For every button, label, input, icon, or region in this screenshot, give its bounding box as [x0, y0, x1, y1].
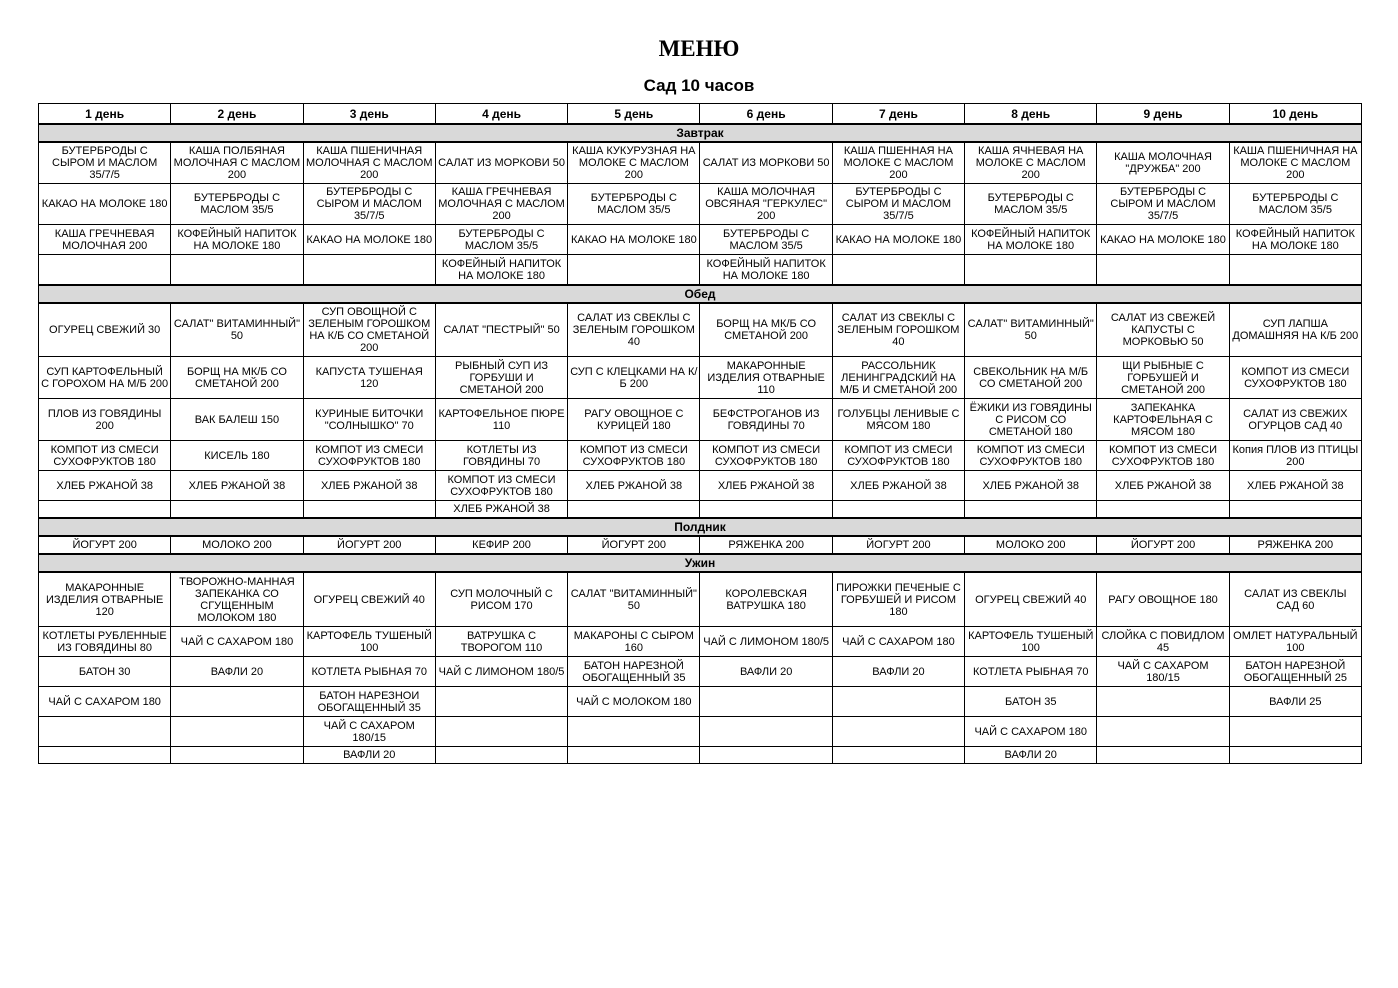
meal-cell: [568, 747, 700, 764]
meal-row: [39, 747, 1362, 764]
meal-cell: БУТЕРБРОДЫ С МАСЛОМ 35/5: [171, 184, 303, 225]
meal-cell: КОМПОТ ИЗ СМЕСИ СУХОФРУКТОВ 180: [435, 471, 567, 501]
section-title: Ужин: [39, 554, 1362, 572]
meal-cell: СУП ОВОЩНОЙ С ЗЕЛЕНЫМ ГОРОШКОМ НА К/Б СО СМЕТАНОЙ 200: [303, 303, 435, 357]
meal-cell: КОМПОТ ИЗ СМЕСИ СУХОФРУКТОВ 180: [303, 441, 435, 471]
meal-cell: САЛАТ "ВИТАМИННЫЙ" 50: [568, 572, 700, 627]
day-header: 10 день: [1229, 104, 1361, 125]
meal-cell: ХЛЕБ РЖАНОЙ 38: [435, 501, 567, 519]
meal-cell: [171, 717, 303, 747]
meal-cell: ВАТРУШКА С ТВОРОГОМ 110: [435, 627, 567, 657]
meal-cell: БУТЕРБРОДЫ С СЫРОМ И МАСЛОМ 35/7/5: [832, 184, 964, 225]
meal-cell: СЛОЙКА С ПОВИДЛОМ 45: [1097, 627, 1229, 657]
meal-cell: [1229, 717, 1361, 747]
meal-cell: [1229, 255, 1361, 286]
meal-cell: ЗАПЕКАНКА КАРТОФЕЛЬНАЯ С МЯСОМ 180: [1097, 399, 1229, 441]
meal-cell: ОГУРЕЦ СВЕЖИЙ 40: [303, 572, 435, 627]
meal-cell: БОРЩ НА МК/Б СО СМЕТАНОЙ 200: [171, 357, 303, 399]
meal-cell: ЙОГУРТ 200: [39, 536, 171, 554]
meal-cell: БУТЕРБРОДЫ С СЫРОМ И МАСЛОМ 35/7/5: [303, 184, 435, 225]
meal-cell: БУТЕРБРОДЫ С МАСЛОМ 35/5: [700, 225, 832, 255]
meal-cell: ХЛЕБ РЖАНОЙ 38: [1229, 471, 1361, 501]
meal-cell: [1097, 687, 1229, 717]
meal-cell: [171, 687, 303, 717]
meal-cell: САЛАТ ИЗ СВЕКЛЫ С ЗЕЛЕНЫМ ГОРОШКОМ 40: [568, 303, 700, 357]
meal-cell: ПЛОВ ИЗ ГОВЯДИНЫ 200: [39, 399, 171, 441]
meal-row: [39, 357, 1362, 399]
day-header: 2 день: [171, 104, 303, 125]
meal-cell: БУТЕРБРОДЫ С СЫРОМ И МАСЛОМ 35/7/5: [1097, 184, 1229, 225]
meal-cell: ЧАЙ С ЛИМОНОМ 180/5: [435, 657, 567, 687]
meal-cell: РЯЖЕНКА 200: [700, 536, 832, 554]
meal-cell: [1097, 717, 1229, 747]
meal-cell: САЛАТ ИЗ СВЕЖЕЙ КАПУСТЫ С МОРКОВЬЮ 50: [1097, 303, 1229, 357]
meal-cell: БАТОН 35: [965, 687, 1097, 717]
meal-cell: ХЛЕБ РЖАНОЙ 38: [832, 471, 964, 501]
meal-cell: РЯЖЕНКА 200: [1229, 536, 1361, 554]
meal-cell: КАША ГРЕЧНЕВАЯ МОЛОЧНАЯ 200: [39, 225, 171, 255]
meal-cell: САЛАТ" ВИТАМИННЫЙ" 50: [171, 303, 303, 357]
meal-cell: МАКАРОННЫЕ ИЗДЕЛИЯ ОТВАРНЫЕ 120: [39, 572, 171, 627]
meal-cell: [39, 501, 171, 519]
meal-cell: КАРТОФЕЛЬНОЕ ПЮРЕ 110: [435, 399, 567, 441]
day-header: 3 день: [303, 104, 435, 125]
meal-cell: [171, 501, 303, 519]
meal-cell: ТВОРОЖНО-МАННАЯ ЗАПЕКАНКА СО СГУЩЕННЫМ МОЛОКОМ 180: [171, 572, 303, 627]
meal-cell: ЙОГУРТ 200: [1097, 536, 1229, 554]
meal-cell: КУРИНЫЕ БИТОЧКИ "СОЛНЫШКО" 70: [303, 399, 435, 441]
meal-cell: КОФЕЙНЫЙ НАПИТОК НА МОЛОКЕ 180: [171, 225, 303, 255]
meal-cell: [832, 255, 964, 286]
meal-cell: ХЛЕБ РЖАНОЙ 38: [39, 471, 171, 501]
meal-cell: ВАФЛИ 20: [700, 657, 832, 687]
meal-cell: КОТЛЕТА РЫБНАЯ 70: [965, 657, 1097, 687]
meal-cell: [700, 717, 832, 747]
meal-cell: РЫБНЫЙ СУП ИЗ ГОРБУШИ И СМЕТАНОЙ 200: [435, 357, 567, 399]
meal-row: [39, 501, 1362, 519]
meal-cell: ВАК БАЛЕШ 150: [171, 399, 303, 441]
meal-cell: КОМПОТ ИЗ СМЕСИ СУХОФРУКТОВ 180: [700, 441, 832, 471]
meal-cell: КАКАО НА МОЛОКЕ 180: [568, 225, 700, 255]
meal-cell: [965, 255, 1097, 286]
meal-cell: БЕФСТРОГАНОВ ИЗ ГОВЯДИНЫ 70: [700, 399, 832, 441]
meal-cell: КОФЕЙНЫЙ НАПИТОК НА МОЛОКЕ 180: [700, 255, 832, 286]
meal-cell: БУТЕРБРОДЫ С МАСЛОМ 35/5: [568, 184, 700, 225]
meal-cell: МАКАРОНЫ С СЫРОМ 160: [568, 627, 700, 657]
day-header: 5 день: [568, 104, 700, 125]
meal-cell: [435, 687, 567, 717]
meal-cell: [1097, 501, 1229, 519]
meal-cell: КАША МОЛОЧНАЯ ОВСЯНАЯ "ГЕРКУЛЕС" 200: [700, 184, 832, 225]
menu-table-header: [39, 104, 1362, 125]
meal-cell: [303, 501, 435, 519]
meal-cell: ЧАЙ С САХАРОМ 180: [171, 627, 303, 657]
meal-cell: САЛАТ" ВИТАМИННЫЙ" 50: [965, 303, 1097, 357]
meal-cell: ВАФЛИ 20: [171, 657, 303, 687]
meal-row: [39, 399, 1362, 441]
meal-cell: [303, 255, 435, 286]
meal-cell: КАКАО НА МОЛОКЕ 180: [832, 225, 964, 255]
meal-cell: КАША ПОЛБЯНАЯ МОЛОЧНАЯ С МАСЛОМ 200: [171, 142, 303, 184]
section-title: Полдник: [39, 518, 1362, 536]
meal-cell: [568, 255, 700, 286]
meal-cell: СУП ЛАПША ДОМАШНЯЯ НА К/Б 200: [1229, 303, 1361, 357]
page-subtitle: Сад 10 часов: [643, 76, 755, 95]
meal-cell: ЁЖИКИ ИЗ ГОВЯДИНЫ С РИСОМ СО СМЕТАНОЙ 180: [965, 399, 1097, 441]
meal-cell: КОТЛЕТА РЫБНАЯ 70: [303, 657, 435, 687]
meal-cell: КОМПОТ ИЗ СМЕСИ СУХОФРУКТОВ 180: [1229, 357, 1361, 399]
meal-cell: СУП МОЛОЧНЫЙ С РИСОМ 170: [435, 572, 567, 627]
meal-row: [39, 184, 1362, 225]
meal-cell: ХЛЕБ РЖАНОЙ 38: [171, 471, 303, 501]
meal-cell: МАКАРОННЫЕ ИЗДЕЛИЯ ОТВАРНЫЕ 110: [700, 357, 832, 399]
section-title: Обед: [39, 285, 1362, 303]
meal-cell: ВАФЛИ 20: [832, 657, 964, 687]
meal-cell: САЛАТ "ПЕСТРЫЙ" 50: [435, 303, 567, 357]
meal-cell: РАГУ ОВОЩНОЕ 180: [1097, 572, 1229, 627]
meal-cell: МОЛОКО 200: [965, 536, 1097, 554]
meal-cell: ЙОГУРТ 200: [832, 536, 964, 554]
meal-cell: БУТЕРБРОДЫ С МАСЛОМ 35/5: [435, 225, 567, 255]
meal-row: [39, 627, 1362, 657]
meal-cell: БАТОН НАРЕЗНОЙ ОБОГАЩЕННЫЙ 35: [568, 657, 700, 687]
meal-cell: [832, 687, 964, 717]
meal-cell: [965, 501, 1097, 519]
meal-cell: [832, 747, 964, 764]
meal-row: [39, 536, 1362, 554]
day-header: 9 день: [1097, 104, 1229, 125]
meal-cell: КОМПОТ ИЗ СМЕСИ СУХОФРУКТОВ 180: [568, 441, 700, 471]
meal-cell: КАКАО НА МОЛОКЕ 180: [303, 225, 435, 255]
meal-cell: ХЛЕБ РЖАНОЙ 38: [700, 471, 832, 501]
meal-cell: [171, 255, 303, 286]
meal-cell: МОЛОКО 200: [171, 536, 303, 554]
day-header: 1 день: [39, 104, 171, 125]
meal-cell: ГОЛУБЦЫ ЛЕНИВЫЕ С МЯСОМ 180: [832, 399, 964, 441]
meal-cell: ЧАЙ С САХАРОМ 180: [832, 627, 964, 657]
meal-cell: КАША ПШЕНИЧНАЯ МОЛОЧНАЯ С МАСЛОМ 200: [303, 142, 435, 184]
meal-cell: РАССОЛЬНИК ЛЕНИНГРАДСКИЙ НА М/Б И СМЕТАНОЙ 200: [832, 357, 964, 399]
meal-cell: ЩИ РЫБНЫЕ С ГОРБУШЕЙ И СМЕТАНОЙ 200: [1097, 357, 1229, 399]
day-header: 8 день: [965, 104, 1097, 125]
meal-cell: КАША ГРЕЧНЕВАЯ МОЛОЧНАЯ С МАСЛОМ 200: [435, 184, 567, 225]
meal-cell: КИСЕЛЬ 180: [171, 441, 303, 471]
meal-cell: [832, 717, 964, 747]
meal-cell: ХЛЕБ РЖАНОЙ 38: [1097, 471, 1229, 501]
meal-cell: ЧАЙ С САХАРОМ 180: [39, 687, 171, 717]
meal-cell: ЧАЙ С ЛИМОНОМ 180/5: [700, 627, 832, 657]
meal-cell: САЛАТ ИЗ СВЕЖИХ ОГУРЦОВ САД 40: [1229, 399, 1361, 441]
section-header-row: [39, 285, 1362, 303]
meal-cell: Копия ПЛОВ ИЗ ПТИЦЫ 200: [1229, 441, 1361, 471]
day-header: 6 день: [700, 104, 832, 125]
meal-cell: [435, 717, 567, 747]
meal-cell: СВЕКОЛЬНИК НА М/Б СО СМЕТАНОЙ 200: [965, 357, 1097, 399]
meal-cell: КОТЛЕТЫ РУБЛЕННЫЕ ИЗ ГОВЯДИНЫ 80: [39, 627, 171, 657]
meal-cell: ХЛЕБ РЖАНОЙ 38: [568, 471, 700, 501]
meal-cell: КАРТОФЕЛЬ ТУШЕНЫЙ 100: [965, 627, 1097, 657]
day-header: 7 день: [832, 104, 964, 125]
meal-row: [39, 657, 1362, 687]
section-title: Завтрак: [39, 124, 1362, 142]
meal-cell: КОМПОТ ИЗ СМЕСИ СУХОФРУКТОВ 180: [39, 441, 171, 471]
meal-cell: ОМЛЕТ НАТУРАЛЬНЫЙ 100: [1229, 627, 1361, 657]
meal-cell: [39, 747, 171, 764]
meal-cell: ОГУРЕЦ СВЕЖИЙ 40: [965, 572, 1097, 627]
meal-cell: КАША МОЛОЧНАЯ "ДРУЖБА" 200: [1097, 142, 1229, 184]
meal-row: [39, 687, 1362, 717]
meal-cell: ПИРОЖКИ ПЕЧЕНЫЕ С ГОРБУШЕЙ И РИСОМ 180: [832, 572, 964, 627]
meal-cell: КАША КУКУРУЗНАЯ НА МОЛОКЕ С МАСЛОМ 200: [568, 142, 700, 184]
meal-row: [39, 717, 1362, 747]
meal-row: [39, 225, 1362, 255]
menu-table: [38, 103, 1362, 764]
meal-cell: ВАФЛИ 20: [303, 747, 435, 764]
meal-cell: КОМПОТ ИЗ СМЕСИ СУХОФРУКТОВ 180: [965, 441, 1097, 471]
meal-cell: КОРОЛЕВСКАЯ ВАТРУШКА 180: [700, 572, 832, 627]
meal-cell: КАРТОФЕЛЬ ТУШЕНЫЙ 100: [303, 627, 435, 657]
meal-row: [39, 142, 1362, 184]
meal-cell: САЛАТ ИЗ МОРКОВИ 50: [700, 142, 832, 184]
meal-cell: ЙОГУРТ 200: [568, 536, 700, 554]
meal-row: [39, 572, 1362, 627]
meal-cell: БУТЕРБРОДЫ С СЫРОМ И МАСЛОМ 35/7/5: [39, 142, 171, 184]
meal-cell: [39, 717, 171, 747]
menu-table-body: [39, 124, 1362, 764]
meal-cell: [1229, 501, 1361, 519]
meal-cell: КОФЕЙНЫЙ НАПИТОК НА МОЛОКЕ 180: [435, 255, 567, 286]
meal-cell: КОФЕЙНЫЙ НАПИТОК НА МОЛОКЕ 180: [1229, 225, 1361, 255]
meal-cell: КАКАО НА МОЛОКЕ 180: [1097, 225, 1229, 255]
meal-cell: САЛАТ ИЗ СВЕКЛЫ САД 60: [1229, 572, 1361, 627]
meal-cell: [832, 501, 964, 519]
meal-cell: [435, 747, 567, 764]
meal-cell: БАТОН НАРЕЗНОЙ ОБОГАЩЕННЫЙ 25: [1229, 657, 1361, 687]
meal-row: [39, 471, 1362, 501]
meal-cell: КОТЛЕТЫ ИЗ ГОВЯДИНЫ 70: [435, 441, 567, 471]
meal-cell: САЛАТ ИЗ МОРКОВИ 50: [435, 142, 567, 184]
meal-cell: КАПУСТА ТУШЕНАЯ 120: [303, 357, 435, 399]
page-title: МЕНЮ: [658, 36, 740, 61]
section-header-row: [39, 518, 1362, 536]
meal-cell: КАША ПШЕННАЯ НА МОЛОКЕ С МАСЛОМ 200: [832, 142, 964, 184]
meal-cell: РАГУ ОВОЩНОЕ С КУРИЦЕЙ 180: [568, 399, 700, 441]
meal-row: [39, 303, 1362, 357]
meal-cell: ОГУРЕЦ СВЕЖИЙ 30: [39, 303, 171, 357]
meal-cell: БУТЕРБРОДЫ С МАСЛОМ 35/5: [965, 184, 1097, 225]
meal-cell: КАША ЯЧНЕВАЯ НА МОЛОКЕ С МАСЛОМ 200: [965, 142, 1097, 184]
day-header-row: [39, 104, 1362, 125]
meal-cell: БАТОН 30: [39, 657, 171, 687]
meal-cell: БАТОН НАРЕЗНОИ ОБОГАЩЕННЫЙ 35: [303, 687, 435, 717]
meal-cell: [700, 687, 832, 717]
meal-cell: БУТЕРБРОДЫ С МАСЛОМ 35/5: [1229, 184, 1361, 225]
meal-cell: [1229, 747, 1361, 764]
meal-cell: ЧАЙ С САХАРОМ 180/15: [1097, 657, 1229, 687]
meal-cell: [700, 747, 832, 764]
meal-cell: [171, 747, 303, 764]
meal-cell: ЧАЙ С САХАРОМ 180: [965, 717, 1097, 747]
meal-cell: ХЛЕБ РЖАНОЙ 38: [303, 471, 435, 501]
meal-cell: КОФЕЙНЫЙ НАПИТОК НА МОЛОКЕ 180: [965, 225, 1097, 255]
meal-cell: ЧАЙ С МОЛОКОМ 180: [568, 687, 700, 717]
meal-cell: ЙОГУРТ 200: [303, 536, 435, 554]
meal-cell: [1097, 747, 1229, 764]
meal-cell: КАКАО НА МОЛОКЕ 180: [39, 184, 171, 225]
day-header: 4 день: [435, 104, 567, 125]
meal-row: [39, 441, 1362, 471]
meal-cell: САЛАТ ИЗ СВЕКЛЫ С ЗЕЛЕНЫМ ГОРОШКОМ 40: [832, 303, 964, 357]
meal-cell: ВАФЛИ 20: [965, 747, 1097, 764]
meal-cell: [1097, 255, 1229, 286]
meal-cell: ХЛЕБ РЖАНОЙ 38: [965, 471, 1097, 501]
meal-cell: [700, 501, 832, 519]
meal-cell: КАША ПШЕНИЧНАЯ НА МОЛОКЕ С МАСЛОМ 200: [1229, 142, 1361, 184]
meal-cell: ВАФЛИ 25: [1229, 687, 1361, 717]
meal-row: [39, 255, 1362, 286]
section-header-row: [39, 554, 1362, 572]
meal-cell: КЕФИР 200: [435, 536, 567, 554]
meal-cell: СУП С КЛЕЦКАМИ НА К/Б 200: [568, 357, 700, 399]
meal-cell: ЧАЙ С САХАРОМ 180/15: [303, 717, 435, 747]
section-header-row: [39, 124, 1362, 142]
meal-cell: [568, 717, 700, 747]
meal-cell: СУП КАРТОФЕЛЬНЫЙ С ГОРОХОМ НА М/Б 200: [39, 357, 171, 399]
meal-cell: КОМПОТ ИЗ СМЕСИ СУХОФРУКТОВ 180: [1097, 441, 1229, 471]
meal-cell: [39, 255, 171, 286]
meal-cell: [568, 501, 700, 519]
meal-cell: БОРЩ НА МК/Б СО СМЕТАНОЙ 200: [700, 303, 832, 357]
meal-cell: КОМПОТ ИЗ СМЕСИ СУХОФРУКТОВ 180: [832, 441, 964, 471]
